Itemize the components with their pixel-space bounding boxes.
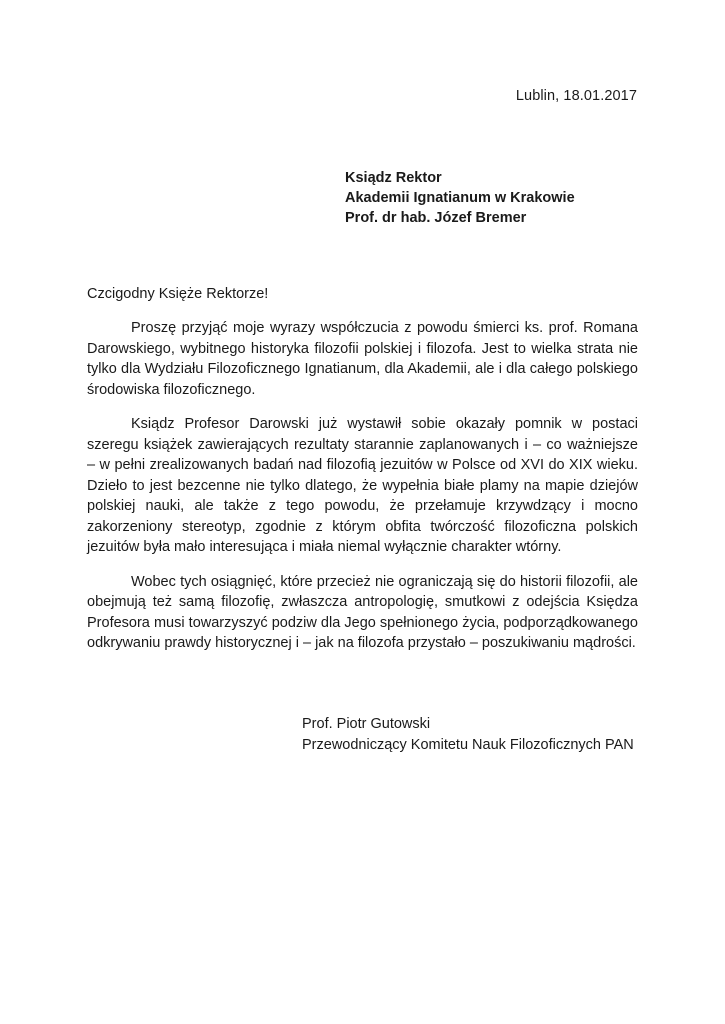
- salutation: Czcigodny Księże Rektorze!: [87, 286, 269, 302]
- signature-block: [302, 714, 634, 756]
- paragraph-3: Wobec tych osiągnięć, które przecież nie ograniczają się do historii filozofii, ale obejmują też samą filozofię, zwłaszcza antropologię, smutkowi z odejścia Księdza Profesora musi towarzyszyć podziw dla Jego spełnionego życia, podporządkowanego odkrywaniu prawdy historycznej i – jak na filozofa przystało – poszukiwaniu mądrości.: [87, 573, 638, 651]
- place-date: Lublin, 18.01.2017: [515, 88, 637, 104]
- recipient-block: [345, 168, 575, 228]
- signature-title: Przewodniczący Komitetu Nauk Filozoficznych PAN: [302, 737, 634, 753]
- signature-name: Prof. Piotr Gutowski: [302, 716, 431, 732]
- recipient-line-1: Ksiądz Rektor: [345, 170, 442, 186]
- recipient-line-3: Prof. dr hab. Józef Bremer: [345, 210, 527, 226]
- recipient-line-2: Akademii Ignatianum w Krakowie: [345, 190, 575, 206]
- paragraph-1: Proszę przyjąć moje wyrazy współczucia z powodu śmierci ks. prof. Romana Darowskiego, wybitnego historyka filozofii polskiej i filozofa. Jest to wielka strata nie tylko dla Wydziału Filozoficznego Ignatianum, dla Akademii, ale i dla całego polskiego środowiska filozoficznego.: [87, 320, 638, 398]
- paragraph-2: Ksiądz Profesor Darowski już wystawił sobie okazały pomnik w postaci szeregu książek zawierających rezultaty starannie zaplanowanych i – co ważniejsze – w pełni zrealizowanych badań nad filozofią jezuitów w Polsce od XVI do XIX wieku. Dzieło to jest bezcenne nie tylko dlatego, że wypełnia białe plamy na mapie dziejów polskiej nauki, ale także z tego powodu, że przełamuje krzywdzący i mocno zakorzeniony stereotyp, zgodnie z którym obfita twórczość filozoficzna polskich jezuitów była mało interesująca i miała niemal wyłącznie charakter wtórny.: [87, 416, 638, 555]
- letter-body: [87, 318, 638, 668]
